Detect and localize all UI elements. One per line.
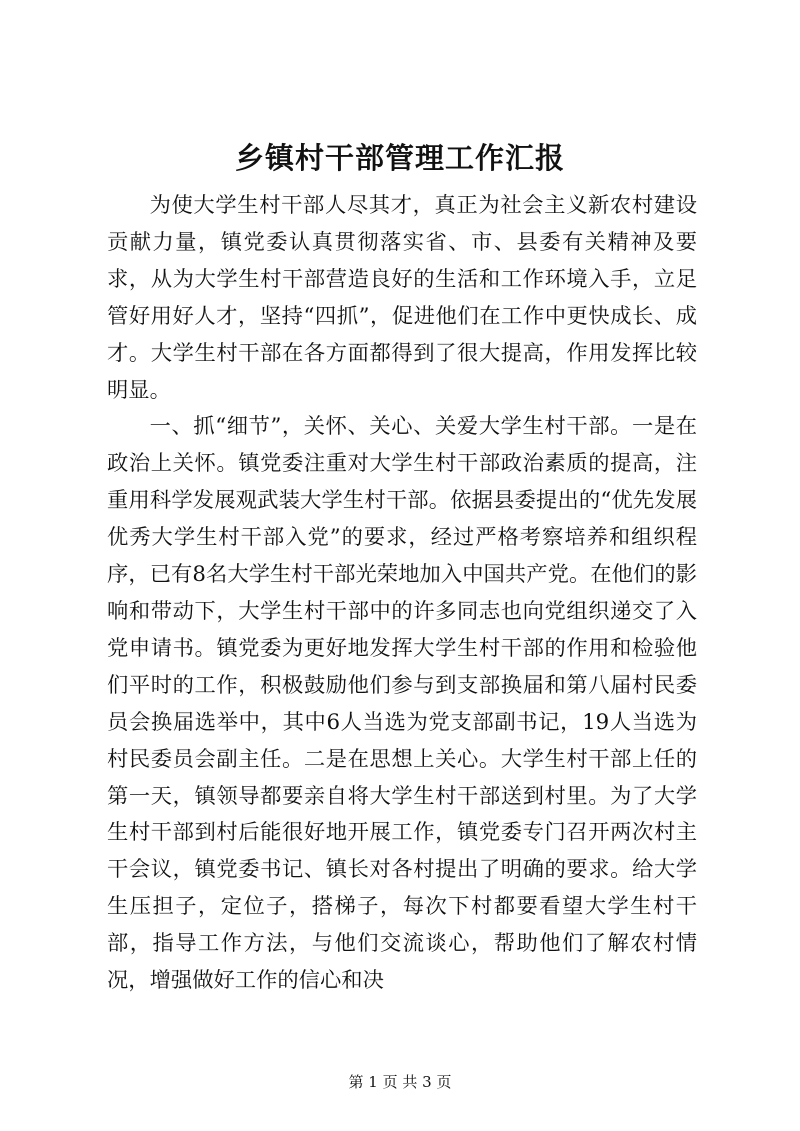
paragraph-section-one: 一、抓“细节”，关怀、关心、关爱大学生村干部。一是在政治上关怀。镇党委注重对大学生村干部政治素质的提高，注重用科学发展观武装大学生村干部。依据县委提出的“优先发展优秀大学生村干部入党”的要求，经过严格考察培养和组织程序，已有8名大学生村干部光荣地加入中国共产党。在他们的影响和带动下，大学生村干部中的许多同志也向党组织递交了入党申请书。镇党委为更好地发挥大学生村干部的作用和检验他们平时的工作，积极鼓励他们参与到支部换届和第八届村民委员会换届选举中，其中6人当选为党支部副书记，19人当选为村民委员会副主任。二是在思想上关心。大学生村干部上任的第一天，镇领导都要亲自将大学生村干部送到村里。为了大学生村干部到村后能很好地开展工作，镇党委专门召开两次村主干会议，镇党委书记、镇长对各村提出了明确的要求。给大学生压担子，定位子，搭梯子，每次下村都要看望大学生村干部，指导工作方法，与他们交流谈心，帮助他们了解农村情况，增强做好工作的信心和决 [107, 414, 697, 994]
document-title: 乡镇村干部管理工作汇报 [234, 141, 565, 175]
document-body [107, 188, 697, 1000]
paragraph-intro: 为使大学生村干部人尽其才，真正为社会主义新农村建设贡献力量，镇党委认真贯彻落实省、市、县委有关精神及要求，从为大学生村干部营造良好的生活和工作环境入手，立足管好用好人才，坚持“四抓”，促进他们在工作中更快成长、成才。大学生村干部在各方面都得到了很大提高，作用发挥比较明显。 [107, 193, 697, 403]
page-footer: 第 1 页 共 3 页 [348, 1073, 452, 1091]
